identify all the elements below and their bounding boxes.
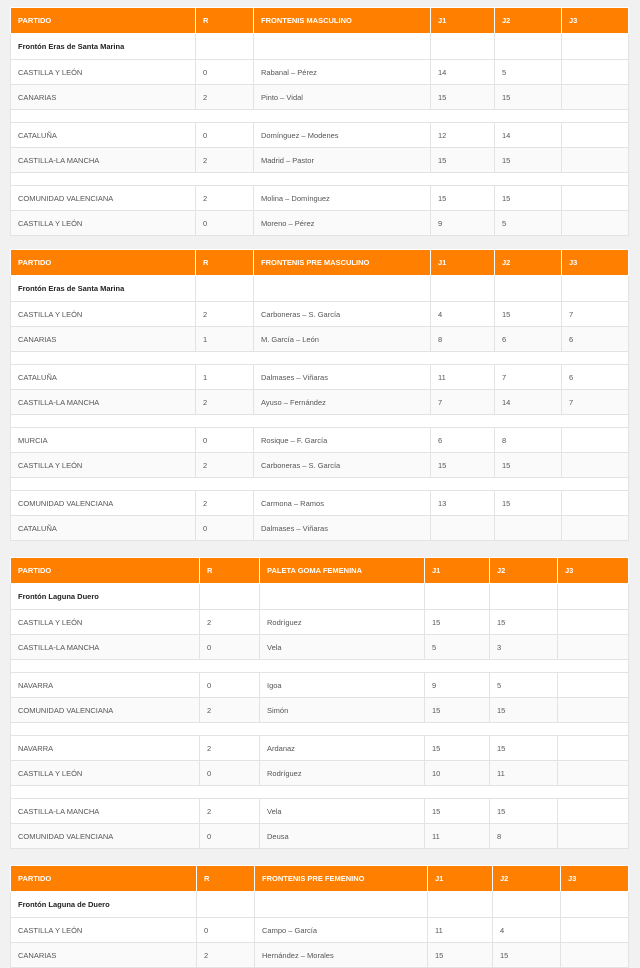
- spacer-row: [11, 723, 629, 736]
- cell-j3: [562, 516, 629, 541]
- spacer-row: [11, 352, 629, 365]
- cell-j1: 7: [431, 390, 495, 415]
- empty-cell: [196, 276, 254, 302]
- cell-result: 0: [196, 428, 254, 453]
- cell-result: 1: [196, 365, 254, 390]
- empty-cell: [200, 584, 260, 610]
- header-resultado: R: [196, 8, 254, 34]
- header-partido: PARTIDO: [11, 866, 197, 892]
- spacer-cell: [11, 723, 629, 736]
- cell-result: 2: [200, 736, 260, 761]
- match-row: [11, 824, 629, 849]
- empty-cell: [196, 34, 254, 60]
- cell-j3: [558, 736, 629, 761]
- cell-team: CATALUÑA: [11, 516, 196, 541]
- match-row: [11, 516, 629, 541]
- results-table-frontenis-masculino: [10, 7, 629, 236]
- cell-result: 0: [196, 60, 254, 85]
- cell-j1: 6: [431, 428, 495, 453]
- match-row: [11, 211, 629, 236]
- table-header-row: [11, 866, 629, 892]
- cell-players: Campo – García: [255, 918, 428, 943]
- cell-j3: [558, 824, 629, 849]
- cell-j3: 7: [562, 302, 629, 327]
- cell-j1: 15: [425, 736, 490, 761]
- cell-j1: 15: [425, 698, 490, 723]
- cell-result: 2: [196, 453, 254, 478]
- header-partido: PARTIDO: [11, 250, 196, 276]
- cell-j3: [562, 428, 629, 453]
- cell-team: NAVARRA: [11, 673, 200, 698]
- header-j2: J2: [490, 558, 558, 584]
- cell-j3: [562, 186, 629, 211]
- header-j2: J2: [493, 866, 561, 892]
- cell-players: Domínguez – Modenes: [254, 123, 431, 148]
- empty-cell: [490, 584, 558, 610]
- cell-team: COMUNIDAD VALENCIANA: [11, 491, 196, 516]
- cell-j2: 15: [495, 85, 562, 110]
- cell-result: 2: [196, 148, 254, 173]
- cell-players: Hernández – Morales: [255, 943, 428, 968]
- match-row: [11, 186, 629, 211]
- cell-team: CASTILLA Y LEÓN: [11, 610, 200, 635]
- cell-j3: [562, 491, 629, 516]
- cell-team: NAVARRA: [11, 736, 200, 761]
- cell-j1: 5: [425, 635, 490, 660]
- cell-j2: 5: [495, 60, 562, 85]
- empty-cell: [495, 34, 562, 60]
- header-modalidad: FRONTENIS MASCULINO: [254, 8, 431, 34]
- spacer-cell: [11, 660, 629, 673]
- cell-team: CASTILLA-LA MANCHA: [11, 390, 196, 415]
- cell-j2: 11: [490, 761, 558, 786]
- match-row: [11, 60, 629, 85]
- header-j2: J2: [495, 8, 562, 34]
- cell-result: 0: [200, 673, 260, 698]
- empty-cell: [428, 892, 493, 918]
- header-partido: PARTIDO: [11, 558, 200, 584]
- cell-players: Carboneras – S. García: [254, 453, 431, 478]
- cell-players: Rodríguez: [260, 610, 425, 635]
- cell-players: Carmona – Ramos: [254, 491, 431, 516]
- results-table-paleta-goma-femenina: [10, 557, 629, 849]
- cell-j2: 15: [490, 610, 558, 635]
- cell-j3: [562, 123, 629, 148]
- cell-j2: 7: [495, 365, 562, 390]
- cell-players: Dalmases – Viñaras: [254, 365, 431, 390]
- match-row: [11, 799, 629, 824]
- empty-cell: [255, 892, 428, 918]
- empty-cell: [197, 892, 255, 918]
- table-header-row: [11, 558, 629, 584]
- cell-result: 0: [197, 918, 255, 943]
- match-row: [11, 365, 629, 390]
- cell-players: Igoa: [260, 673, 425, 698]
- cell-j1: 15: [431, 453, 495, 478]
- cell-j2: 15: [490, 698, 558, 723]
- spacer-cell: [11, 415, 629, 428]
- cell-team: CASTILLA Y LEÓN: [11, 918, 197, 943]
- table-header-row: [11, 250, 629, 276]
- cell-team: CASTILLA Y LEÓN: [11, 302, 196, 327]
- cell-result: 2: [196, 390, 254, 415]
- header-j3: J3: [558, 558, 629, 584]
- cell-j1: 8: [431, 327, 495, 352]
- results-table-frontenis-pre-femenino: [10, 865, 629, 968]
- cell-result: 0: [196, 211, 254, 236]
- header-partido: PARTIDO: [11, 8, 196, 34]
- cell-j1: 15: [425, 610, 490, 635]
- spacer-row: [11, 110, 629, 123]
- cell-result: 2: [197, 943, 255, 968]
- spacer-row: [11, 415, 629, 428]
- cell-players: Vela: [260, 635, 425, 660]
- cell-players: Molina – Domínguez: [254, 186, 431, 211]
- cell-result: 0: [200, 635, 260, 660]
- cell-team: CATALUÑA: [11, 123, 196, 148]
- venue-row: [11, 584, 629, 610]
- empty-cell: [562, 276, 629, 302]
- cell-j2: 15: [495, 186, 562, 211]
- cell-players: Pinto – Vidal: [254, 85, 431, 110]
- cell-j1: 15: [431, 85, 495, 110]
- empty-cell: [431, 276, 495, 302]
- spacer-row: [11, 660, 629, 673]
- match-row: [11, 148, 629, 173]
- empty-cell: [493, 892, 561, 918]
- cell-j3: [561, 918, 629, 943]
- match-row: [11, 302, 629, 327]
- venue-name: Frontón Laguna Duero: [11, 584, 200, 610]
- match-row: [11, 491, 629, 516]
- match-row: [11, 453, 629, 478]
- cell-team: CANARIAS: [11, 85, 196, 110]
- spacer-cell: [11, 478, 629, 491]
- match-row: [11, 698, 629, 723]
- cell-j1: 4: [431, 302, 495, 327]
- empty-cell: [425, 584, 490, 610]
- cell-result: 2: [196, 85, 254, 110]
- cell-j3: [558, 761, 629, 786]
- cell-j2: 3: [490, 635, 558, 660]
- cell-j3: 6: [562, 365, 629, 390]
- cell-j3: [558, 610, 629, 635]
- match-row: [11, 943, 629, 968]
- cell-players: Vela: [260, 799, 425, 824]
- cell-j2: 15: [493, 943, 561, 968]
- header-j1: J1: [425, 558, 490, 584]
- header-j3: J3: [562, 8, 629, 34]
- cell-players: Carboneras – S. García: [254, 302, 431, 327]
- cell-result: 2: [196, 491, 254, 516]
- cell-result: 0: [200, 761, 260, 786]
- header-j1: J1: [428, 866, 493, 892]
- cell-j3: [561, 943, 629, 968]
- empty-cell: [558, 584, 629, 610]
- cell-players: Deusa: [260, 824, 425, 849]
- cell-team: CASTILLA-LA MANCHA: [11, 799, 200, 824]
- cell-result: 0: [196, 516, 254, 541]
- empty-cell: [260, 584, 425, 610]
- cell-j2: 6: [495, 327, 562, 352]
- cell-j3: 6: [562, 327, 629, 352]
- cell-j1: 15: [431, 186, 495, 211]
- cell-j3: [562, 85, 629, 110]
- cell-team: CASTILLA-LA MANCHA: [11, 635, 200, 660]
- cell-players: M. García – León: [254, 327, 431, 352]
- cell-result: 2: [200, 698, 260, 723]
- cell-j2: 14: [495, 123, 562, 148]
- cell-j2: 14: [495, 390, 562, 415]
- cell-result: 0: [196, 123, 254, 148]
- match-row: [11, 736, 629, 761]
- cell-team: CASTILLA Y LEÓN: [11, 211, 196, 236]
- cell-players: Rosique – F. García: [254, 428, 431, 453]
- cell-j2: 8: [490, 824, 558, 849]
- spacer-cell: [11, 786, 629, 799]
- cell-j3: [562, 453, 629, 478]
- spacer-cell: [11, 173, 629, 186]
- cell-players: Dalmases – Viñaras: [254, 516, 431, 541]
- header-modalidad: FRONTENIS PRE FEMENINO: [255, 866, 428, 892]
- cell-j2: 15: [495, 302, 562, 327]
- cell-result: 0: [200, 824, 260, 849]
- cell-j1: 9: [425, 673, 490, 698]
- cell-j1: 11: [425, 824, 490, 849]
- match-row: [11, 635, 629, 660]
- cell-j1: 11: [428, 918, 493, 943]
- venue-name: Frontón Laguna de Duero: [11, 892, 197, 918]
- cell-team: COMUNIDAD VALENCIANA: [11, 824, 200, 849]
- cell-j1: 15: [428, 943, 493, 968]
- cell-j2: 15: [495, 491, 562, 516]
- spacer-row: [11, 786, 629, 799]
- cell-j1: 9: [431, 211, 495, 236]
- cell-j1: 12: [431, 123, 495, 148]
- header-j1: J1: [431, 8, 495, 34]
- cell-j3: [558, 673, 629, 698]
- match-row: [11, 123, 629, 148]
- empty-cell: [254, 276, 431, 302]
- cell-team: CASTILLA-LA MANCHA: [11, 148, 196, 173]
- cell-j1: 13: [431, 491, 495, 516]
- match-row: [11, 761, 629, 786]
- match-row: [11, 918, 629, 943]
- cell-team: COMUNIDAD VALENCIANA: [11, 698, 200, 723]
- header-j1: J1: [431, 250, 495, 276]
- cell-j2: 15: [495, 148, 562, 173]
- spacer-row: [11, 478, 629, 491]
- cell-j1: 15: [431, 148, 495, 173]
- spacer-cell: [11, 110, 629, 123]
- cell-team: CANARIAS: [11, 327, 196, 352]
- cell-team: CASTILLA Y LEÓN: [11, 60, 196, 85]
- venue-row: [11, 892, 629, 918]
- empty-cell: [562, 34, 629, 60]
- cell-j1: 15: [425, 799, 490, 824]
- empty-cell: [495, 276, 562, 302]
- header-modalidad: FRONTENIS PRE MASCULINO: [254, 250, 431, 276]
- cell-team: CATALUÑA: [11, 365, 196, 390]
- cell-j2: [495, 516, 562, 541]
- cell-team: CANARIAS: [11, 943, 197, 968]
- header-modalidad: PALETA GOMA FEMENINA: [260, 558, 425, 584]
- match-row: [11, 85, 629, 110]
- venue-row: [11, 276, 629, 302]
- cell-j1: 11: [431, 365, 495, 390]
- cell-players: Ardanaz: [260, 736, 425, 761]
- match-row: [11, 390, 629, 415]
- cell-j2: 15: [490, 799, 558, 824]
- match-row: [11, 610, 629, 635]
- cell-j3: [558, 799, 629, 824]
- cell-result: 2: [200, 610, 260, 635]
- match-row: [11, 327, 629, 352]
- cell-j1: 10: [425, 761, 490, 786]
- cell-j3: [562, 60, 629, 85]
- cell-players: Ayuso – Fernández: [254, 390, 431, 415]
- cell-players: Madrid – Pastor: [254, 148, 431, 173]
- cell-j3: [562, 211, 629, 236]
- cell-j3: 7: [562, 390, 629, 415]
- table-header-row: [11, 8, 629, 34]
- spacer-cell: [11, 352, 629, 365]
- cell-team: CASTILLA Y LEÓN: [11, 761, 200, 786]
- cell-j1: 14: [431, 60, 495, 85]
- cell-team: CASTILLA Y LEÓN: [11, 453, 196, 478]
- cell-j3: [558, 698, 629, 723]
- match-row: [11, 428, 629, 453]
- cell-j2: 4: [493, 918, 561, 943]
- spacer-row: [11, 173, 629, 186]
- header-resultado: R: [200, 558, 260, 584]
- cell-j3: [562, 148, 629, 173]
- cell-players: Moreno – Pérez: [254, 211, 431, 236]
- cell-j2: 5: [490, 673, 558, 698]
- cell-result: 2: [196, 186, 254, 211]
- header-j3: J3: [561, 866, 629, 892]
- cell-j2: 8: [495, 428, 562, 453]
- cell-j2: 5: [495, 211, 562, 236]
- header-j3: J3: [562, 250, 629, 276]
- empty-cell: [431, 34, 495, 60]
- cell-players: Rabanal – Pérez: [254, 60, 431, 85]
- header-resultado: R: [196, 250, 254, 276]
- results-table-frontenis-pre-masculino: [10, 249, 629, 541]
- cell-players: Simón: [260, 698, 425, 723]
- header-resultado: R: [197, 866, 255, 892]
- cell-result: 1: [196, 327, 254, 352]
- cell-result: 2: [200, 799, 260, 824]
- cell-team: MURCIA: [11, 428, 196, 453]
- empty-cell: [561, 892, 629, 918]
- cell-j2: 15: [495, 453, 562, 478]
- cell-result: 2: [196, 302, 254, 327]
- match-row: [11, 673, 629, 698]
- venue-name: Frontón Eras de Santa Marina: [11, 34, 196, 60]
- cell-j2: 15: [490, 736, 558, 761]
- cell-team: COMUNIDAD VALENCIANA: [11, 186, 196, 211]
- venue-row: [11, 34, 629, 60]
- empty-cell: [254, 34, 431, 60]
- venue-name: Frontón Eras de Santa Marina: [11, 276, 196, 302]
- cell-j1: [431, 516, 495, 541]
- cell-players: Rodríguez: [260, 761, 425, 786]
- cell-j3: [558, 635, 629, 660]
- header-j2: J2: [495, 250, 562, 276]
